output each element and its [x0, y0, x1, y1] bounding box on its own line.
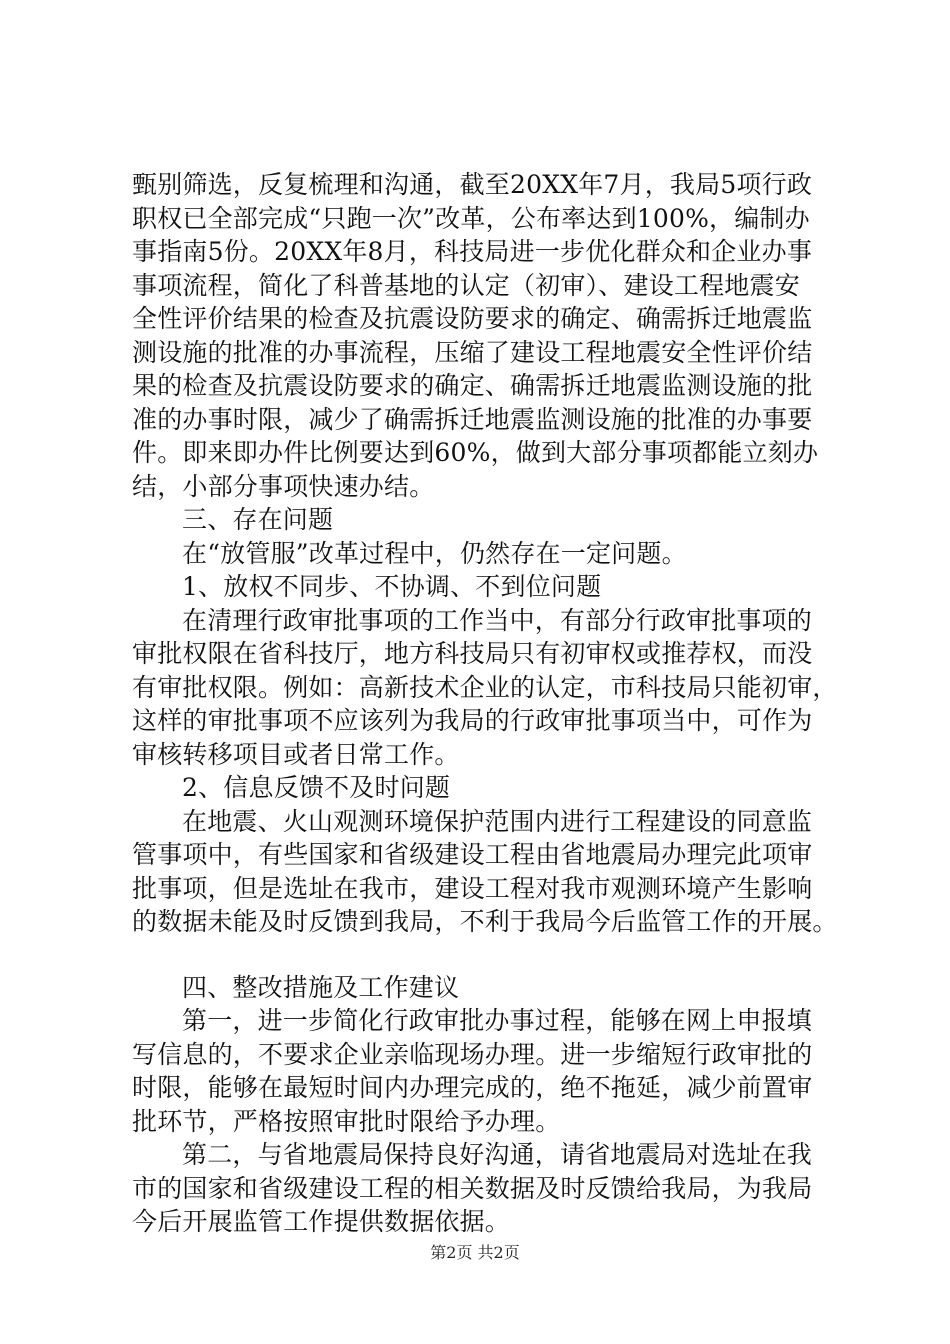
body-line: 今后开展监管工作提供数据依据。	[132, 1207, 511, 1236]
body-line: 准的办事时限，减少了确需拆迁地震监测设施的批准的办事要	[132, 404, 813, 434]
body-line: 这样的审批事项不应该列为我局的行政审批事项当中，可作为	[132, 706, 813, 735]
body-line: 有审批权限。例如：高新技术企业的认定，市科技局只能初审，	[132, 672, 838, 702]
section-intro: 在“放管服”改革过程中，仍然存在一定问题。	[182, 538, 687, 568]
body-line: 市的国家和省级建设工程的相关数据及时反馈给我局，为我局	[132, 1173, 813, 1203]
body-line: 在地震、火山观测环境保护范围内进行工程建设的同意监	[182, 806, 813, 836]
body-line: 时限，能够在最短时间内办理完成的，绝不拖延，减少前置审	[132, 1073, 813, 1102]
body-line: 批环节，严格按照审批时限给予办理。	[132, 1106, 561, 1136]
body-line: 管事项中，有些国家和省级建设工程由省地震局办理完此项审	[132, 840, 813, 869]
body-line: 件。即来即办件比例要达到60%，做到大部分事项都能立刻办	[132, 438, 819, 467]
body-line: 审核转移项目或者日常工作。	[132, 739, 460, 769]
body-line: 职权已全部完成“只跑一次”改革，公布率达到100%，编制办	[132, 203, 810, 233]
body-line: 事指南5份。20XX年8月，科技局进一步优化群众和企业办事	[132, 237, 813, 266]
body-line: 第一，进一步简化行政审批办事过程，能够在网上申报填	[182, 1006, 813, 1035]
body-line: 事项流程，简化了科普基地的认定（初审）、建设工程地震安	[132, 270, 800, 300]
body-line: 测设施的批准的办事流程，压缩了建设工程地震安全性评价结	[132, 337, 813, 367]
paragraph-gap	[132, 939, 852, 971]
subsection-heading-1: 1、放权不同步、不协调、不到位问题	[182, 572, 602, 601]
subsection-heading-2: 2、信息反馈不及时问题	[182, 773, 451, 802]
body-line: 果的检查及抗震设防要求的确定、确需拆迁地震监测设施的批	[132, 371, 813, 400]
body-line: 第二，与省地震局保持良好沟通，请省地震局对选址在我	[182, 1140, 813, 1169]
body-line: 写信息的，不要求企业亲临现场办理。进一步缩短行政审批的	[132, 1039, 813, 1069]
body-line: 在清理行政审批事项的工作当中，有部分行政审批事项的	[182, 605, 813, 635]
page-number-footer: 第2页 共2页	[430, 1243, 520, 1262]
document-body	[132, 168, 852, 1239]
section-heading-problems: 三、存在问题	[182, 505, 334, 534]
body-line: 甄别筛选，反复梳理和沟通，截至20XX年7月，我局5项行政	[132, 170, 813, 199]
body-line: 全性评价结果的检查及抗震设防要求的确定、确需拆迁地震监	[132, 304, 813, 333]
body-line: 的数据未能及时反馈到我局，不利于我局今后监管工作的开展。	[132, 907, 838, 936]
section-heading-measures: 四、整改措施及工作建议	[182, 972, 460, 1002]
body-line: 结，小部分事项快速办结。	[132, 471, 435, 501]
body-line: 批事项，但是选址在我市，建设工程对我市观测环境产生影响	[132, 873, 813, 903]
body-line: 审批权限在省科技厅，地方科技局只有初审权或推荐权，而没	[132, 639, 813, 668]
